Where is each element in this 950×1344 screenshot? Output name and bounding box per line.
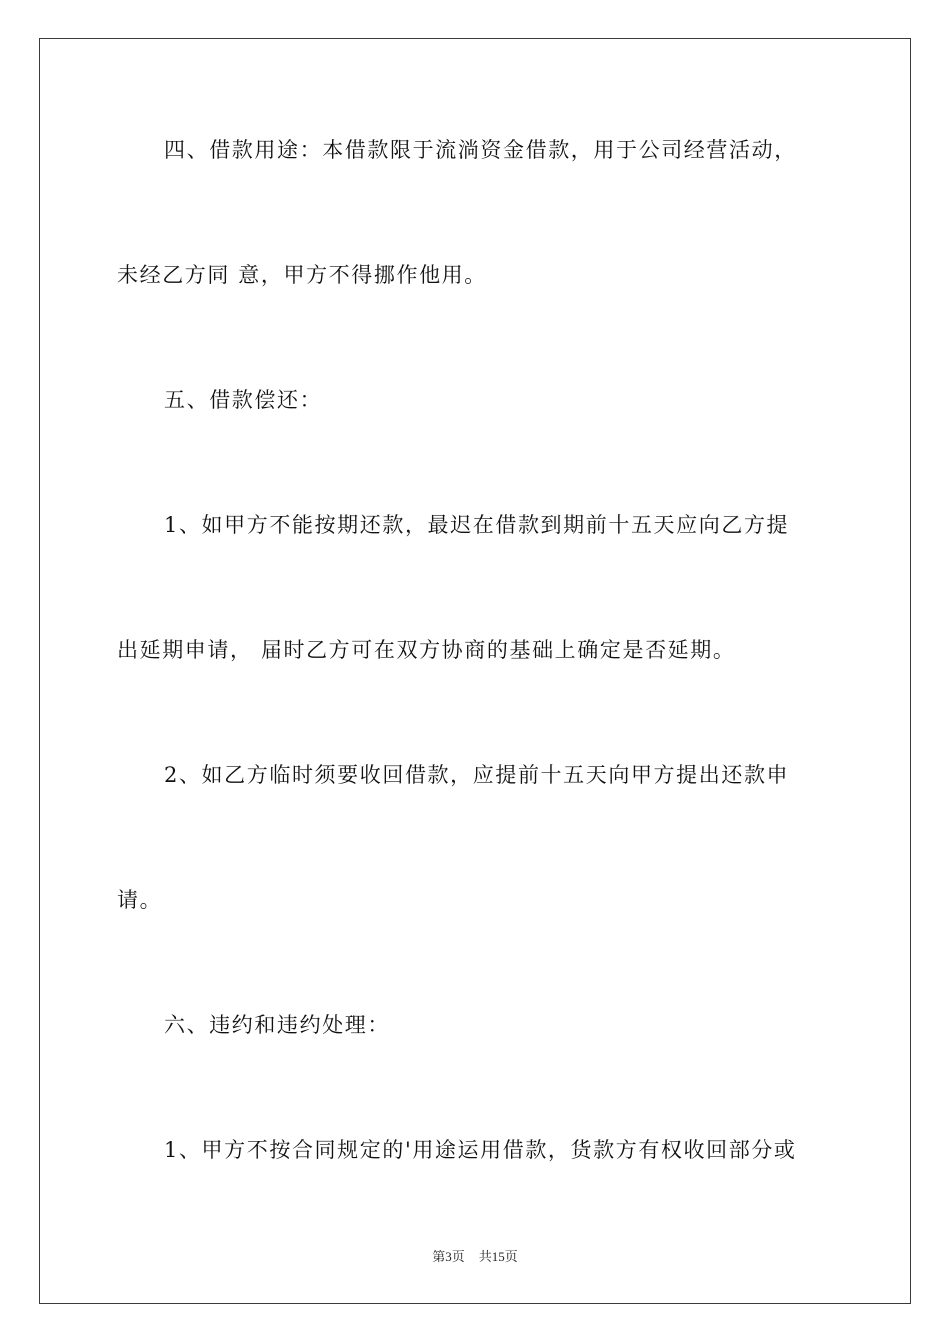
page-border — [39, 38, 911, 1304]
page-number: 第3页 — [432, 1249, 465, 1264]
paragraph-line: 出延期申请， 届时乙方可在双方协商的基础上确定是否延期。 — [117, 638, 736, 662]
total-pages: 共15页 — [478, 1249, 518, 1264]
paragraph-line: 1、甲方不按合同规定的'用途运用借款，货款方有权收回部分或 — [164, 1138, 797, 1162]
paragraph-line: 四、借款用途：本借款限于流淌资金借款，用于公司经营活动， — [164, 138, 797, 162]
section-heading: 五、借款偿还： — [164, 388, 323, 412]
section-heading: 六、违约和违约处理： — [164, 1013, 390, 1037]
paragraph-line: 请。 — [117, 888, 163, 912]
paragraph-line: 2、如乙方临时须要收回借款，应提前十五天向甲方提出还款申 — [164, 763, 790, 787]
page-footer — [0, 1248, 950, 1266]
paragraph-line: 未经乙方同 意，甲方不得挪作他用。 — [117, 263, 487, 287]
paragraph-line: 1、如甲方不能按期还款，最迟在借款到期前十五天应向乙方提 — [164, 513, 790, 537]
